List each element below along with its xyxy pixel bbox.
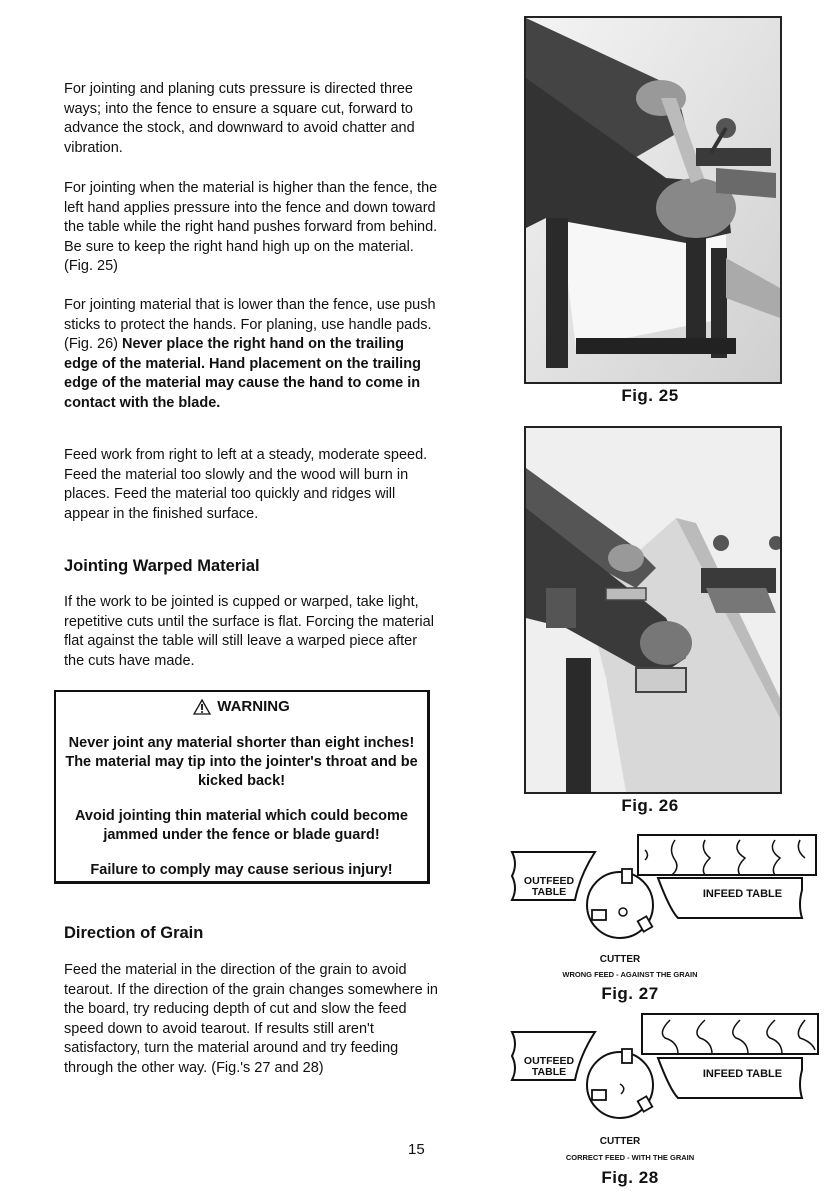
- paragraph-feed-speed: Feed work from right to left at a steady, moderate speed. Feed the material too slowly and the wood will burn in places. Feed the material too quickly and ridges will appear in the finished surface.: [64, 447, 428, 522]
- paragraph-pressure: For jointing and planing cuts pressure is directed three ways; into the fence to ensure a square cut, forward to advance the stock, and downward to avoid chatter and vibration.: [64, 81, 415, 156]
- fig28-outfeed-line1: OUTFEED: [523, 1055, 575, 1067]
- fig26-photo: [524, 426, 782, 794]
- fig25-label: Fig. 25: [621, 386, 679, 405]
- fig27-outfeed-line2: TABLE: [531, 886, 567, 898]
- lower-normal-text: For jointing material that is lower than the fence, use push sticks to protect the hands. For planing, use handle pads. (Fig. 26): [64, 297, 436, 352]
- fig28-label: Fig. 28: [601, 1168, 659, 1187]
- warning-text-thin-material: Avoid jointing thin material which could become jammed under the fence or blade guard!: [75, 808, 408, 843]
- fig27-caption: WRONG FEED - AGAINST THE GRAIN: [562, 970, 698, 979]
- fig26-label: Fig. 26: [621, 796, 679, 815]
- fig26-photo-illustration: [526, 428, 780, 792]
- heading-jointing-warped: Jointing Warped Material: [64, 557, 260, 575]
- fig28-outfeed-line2: TABLE: [531, 1066, 567, 1078]
- fig27-infeed-label: INFEED TABLE: [702, 888, 783, 900]
- fig28-diagram: [500, 1010, 830, 1195]
- lower-bold-warning-text: Never place the right hand on the trailing edge of the material. Hand placement on the trailing edge of the material may cause the hand to come in contact with the blade.: [64, 336, 421, 411]
- fig25-photo-illustration: [526, 18, 780, 382]
- fig28-cutter-label: CUTTER: [599, 1136, 641, 1147]
- paragraph-warped: If the work to be jointed is cupped or warped, take light, repetitive cuts until the surface is flat. Forcing the material flat against the table will still leave a warped piece after the cuts have made.: [64, 594, 434, 669]
- warning-text-injury: Failure to comply may cause serious injury!: [90, 862, 393, 878]
- fig28-outfeed-label: [514, 1056, 584, 1078]
- fig27-cutter-label: CUTTER: [599, 954, 641, 965]
- fig27-diagram: [500, 830, 830, 1005]
- fig28-infeed-label: INFEED TABLE: [702, 1068, 783, 1080]
- paragraph-lower-material: [64, 296, 439, 413]
- warning-title-row: [56, 697, 427, 716]
- warning-box: [54, 690, 430, 884]
- fig28-caption: CORRECT FEED - WITH THE GRAIN: [565, 1153, 695, 1162]
- paragraph-higher-material: For jointing when the material is higher than the fence, the left hand applies pressure into the fence and down toward the table while the right hand pushes forward from behind. Be sure to keep the right hand high up on the material. (Fig. 25): [64, 180, 438, 274]
- paragraph-grain: Feed the material in the direction of the grain to avoid tearout. If the direction of the grain changes somewhere in the board, try reducing depth of cut and slow the feed speed down to avoid tearout. If results still aren't satisfactory, turn the material around and try feeding through the other way. (Fig.'s 27 and 28): [64, 962, 438, 1076]
- warning-title: WARNING: [217, 698, 290, 715]
- fig27-label: Fig. 27: [601, 984, 659, 1003]
- heading-direction-of-grain: Direction of Grain: [64, 924, 204, 942]
- warning-triangle-icon: [193, 699, 211, 715]
- fig28-board: [642, 1014, 818, 1054]
- fig27-outfeed-line1: OUTFEED: [523, 875, 575, 887]
- fig25-photo: [524, 16, 782, 384]
- fig27-outfeed-label: [514, 876, 584, 898]
- fig27-board: [638, 835, 816, 875]
- warning-text-short-material: Never joint any material shorter than eight inches! The material may tip into the jointer's throat and be kicked back!: [65, 735, 418, 789]
- page-number: 15: [408, 1141, 425, 1158]
